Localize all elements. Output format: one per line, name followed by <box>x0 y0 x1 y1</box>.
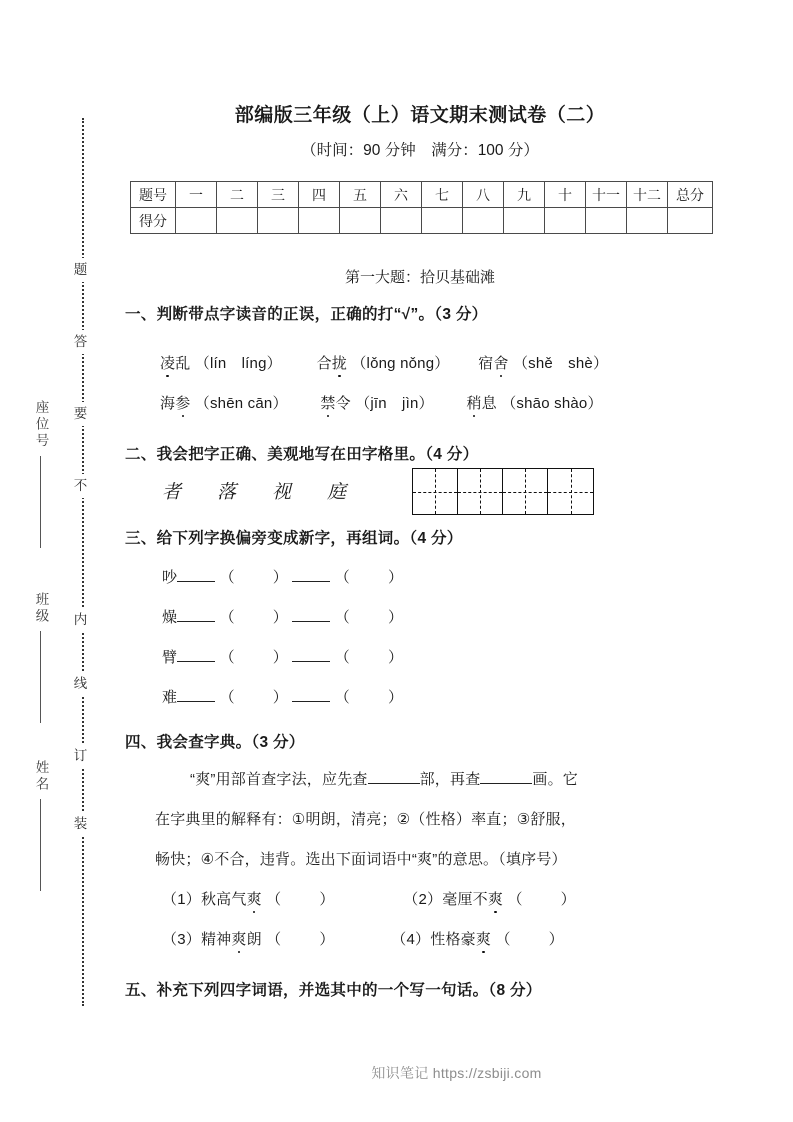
q3-blank-0b[interactable] <box>292 581 330 582</box>
q2-char-3: 庭 <box>327 482 383 503</box>
score-col-11: 十一 <box>586 182 627 208</box>
seal-char-2: 要 <box>72 402 86 426</box>
q3-blank-2a[interactable] <box>177 661 215 662</box>
q4-choice-3-answer[interactable]: （ ） <box>266 931 335 948</box>
seal-char-0: 题 <box>72 258 86 282</box>
q1-word-6-rest: 息 <box>481 395 497 412</box>
q3-paren-3a[interactable]: （ ） <box>219 689 288 706</box>
q2-char-1: 落 <box>217 482 273 503</box>
q1-word-3-dot: 舍 <box>493 352 508 373</box>
q4-choice-2-answer[interactable]: （ ） <box>507 891 576 908</box>
question-2-title: 二、我会把字正确、美观地写在田字格里。（4 分） <box>125 446 479 463</box>
q3-char-0: 吵 <box>162 569 178 586</box>
q3-char-3: 难 <box>162 689 178 706</box>
question-3-item-2 <box>162 606 403 627</box>
q3-char-2: 臂 <box>162 649 178 666</box>
score-cell-9[interactable] <box>504 208 545 234</box>
q1-word-6-dot: 稍 <box>466 392 481 413</box>
question-4-line-2: 在字典里的解释有：①明朗，清亮；②（性格）率直；③舒服， <box>155 811 576 828</box>
seal-char-1: 答 <box>72 330 86 354</box>
tianzige-cell-1[interactable] <box>413 469 458 514</box>
score-cell-2[interactable] <box>217 208 258 234</box>
score-col-4: 四 <box>299 182 340 208</box>
score-table-row-label-1: 得分 <box>131 208 176 234</box>
q1-word-1-dot: 凌 <box>160 352 175 373</box>
seat-number-rule <box>40 456 41 548</box>
tianzige-cell-2[interactable] <box>458 469 503 514</box>
seal-char-5: 线 <box>72 672 86 696</box>
q1-word-2-rest: 合 <box>316 355 332 372</box>
table-row-header <box>131 182 713 208</box>
q4-choice-1-label: （1） <box>162 891 201 908</box>
q3-paren-1b[interactable]: （ ） <box>334 609 404 626</box>
score-cell-3[interactable] <box>258 208 299 234</box>
q4-choice-3-label: （3） <box>162 931 201 948</box>
q1-word-5-dot: 禁 <box>320 392 335 413</box>
score-col-2: 二 <box>217 182 258 208</box>
score-cell-4[interactable] <box>299 208 340 234</box>
question-2-chars <box>162 477 382 504</box>
q1-pinyin-6: （shāo shào） <box>501 395 603 412</box>
q4-choice-1-answer[interactable]: （ ） <box>266 891 335 908</box>
score-col-7: 七 <box>422 182 463 208</box>
name-label: 姓名 <box>33 760 49 793</box>
score-cell-1[interactable] <box>176 208 217 234</box>
q1-pinyin-5: （jīn jìn） <box>355 395 434 412</box>
score-table-row-label-0: 题号 <box>131 182 176 208</box>
name-rule <box>40 799 41 891</box>
q1-word-3-rest: 宿 <box>478 355 494 372</box>
q2-char-2: 视 <box>272 482 328 503</box>
seat-number-label: 座位号 <box>33 400 49 450</box>
score-col-total: 总分 <box>668 182 713 208</box>
q1-word-2-dot: 拢 <box>332 352 347 373</box>
q4-choice-2-label: （2） <box>403 891 443 908</box>
seal-char-6: 订 <box>72 744 86 768</box>
q2-char-0: 者 <box>162 482 218 503</box>
q4-choice-3-pre: 精神 <box>200 931 232 948</box>
question-1-row-2 <box>160 392 603 413</box>
tianzige-writing-grid[interactable] <box>412 468 594 515</box>
q1-word-4-rest: 海 <box>160 395 176 412</box>
q3-paren-0b[interactable]: （ ） <box>334 569 404 586</box>
q4-choice-1-dot: 爽 <box>247 888 262 909</box>
page-title: 部编版三年级（上）语文期末测试卷（二） <box>234 105 606 126</box>
class-rule <box>40 631 41 723</box>
page-subtitle: （时间：90 分钟 满分：100 分） <box>301 142 539 159</box>
q3-paren-1a[interactable]: （ ） <box>219 609 288 626</box>
q4-choice-2-dot: 爽 <box>488 888 503 909</box>
question-5-title: 五、补充下列四字词语，并选其中的一个写一句话。（8 分） <box>125 982 542 999</box>
score-col-3: 三 <box>258 182 299 208</box>
question-4-line-1 <box>190 768 578 789</box>
score-cell-7[interactable] <box>422 208 463 234</box>
tianzige-cell-3[interactable] <box>503 469 548 514</box>
score-cell-8[interactable] <box>463 208 504 234</box>
q1-word-1-rest: 乱 <box>175 355 191 372</box>
score-cell-11[interactable] <box>586 208 627 234</box>
q4-choice-4-label: （4） <box>391 931 431 948</box>
q4-blank-radical[interactable] <box>368 783 420 784</box>
q4-blank-strokes[interactable] <box>480 783 532 784</box>
q3-paren-0a[interactable]: （ ） <box>219 569 288 586</box>
tianzige-cell-4[interactable] <box>548 469 593 514</box>
q1-pinyin-3: （shě shè） <box>512 355 609 372</box>
q3-blank-0a[interactable] <box>177 581 215 582</box>
q3-paren-3b[interactable]: （ ） <box>334 689 404 706</box>
site-watermark: 知识笔记 https://zsbiji.com <box>371 1065 542 1081</box>
question-1-row-1 <box>160 352 608 373</box>
score-col-9: 九 <box>504 182 545 208</box>
q1-pinyin-4: （shēn cān） <box>194 395 288 412</box>
question-4-choice-1 <box>162 888 576 909</box>
q4-text-a: “爽”用部首查字法，应先查 <box>190 771 368 788</box>
question-3-item-4 <box>162 686 403 707</box>
question-3-title: 三、给下列字换偏旁变成新字，再组词。（4 分） <box>125 530 463 547</box>
seal-char-7: 装 <box>72 812 86 836</box>
q4-text-b: 部，再查 <box>419 771 481 788</box>
q3-blank-1b[interactable] <box>292 621 330 622</box>
q3-blank-2b[interactable] <box>292 661 330 662</box>
q3-paren-2b[interactable]: （ ） <box>334 649 404 666</box>
score-col-5: 五 <box>340 182 381 208</box>
q4-choice-4-answer[interactable]: （ ） <box>495 931 564 948</box>
q1-word-4-dot: 参 <box>175 392 190 413</box>
q1-word-5-rest: 令 <box>335 395 351 412</box>
score-col-8: 八 <box>463 182 504 208</box>
name-field[interactable] <box>34 760 48 891</box>
section-heading: 第一大题：拾贝基础滩 <box>344 269 495 286</box>
question-3-item-1 <box>162 566 403 587</box>
score-col-10: 十 <box>545 182 586 208</box>
class-field[interactable] <box>34 592 48 723</box>
table-row-scores <box>131 208 713 234</box>
question-4-line-3: 畅快；④不合，违背。选出下面词语中“爽”的意思。（填序号） <box>155 851 567 868</box>
score-cell-total[interactable] <box>668 208 713 234</box>
question-4-choice-2 <box>162 928 564 949</box>
q4-choice-3-post: 朗 <box>246 931 262 948</box>
seat-number-field[interactable] <box>34 400 48 548</box>
seal-char-4: 内 <box>72 608 86 632</box>
q4-choice-1-pre: 秋高气 <box>200 891 247 908</box>
score-cell-6[interactable] <box>381 208 422 234</box>
class-label: 班级 <box>33 592 49 625</box>
q3-blank-3a[interactable] <box>177 701 215 702</box>
score-cell-12[interactable] <box>627 208 668 234</box>
score-col-1: 一 <box>176 182 217 208</box>
q4-choice-3-dot: 爽 <box>231 928 246 949</box>
seal-dotted-line <box>82 118 84 1006</box>
score-cell-5[interactable] <box>340 208 381 234</box>
exam-paper <box>120 0 793 1122</box>
score-col-12: 十二 <box>627 182 668 208</box>
question-1-title: 一、判断带点字读音的正误，正确的打“√”。（3 分） <box>125 306 488 323</box>
question-3-item-3 <box>162 646 403 667</box>
seal-char-3: 不 <box>72 474 86 498</box>
question-4-title: 四、我会查字典。（3 分） <box>125 734 305 751</box>
q3-blank-1a[interactable] <box>177 621 215 622</box>
score-col-6: 六 <box>381 182 422 208</box>
q3-char-1: 燥 <box>162 609 178 626</box>
q4-choice-4-dot: 爽 <box>476 928 491 949</box>
q3-blank-3b[interactable] <box>292 701 330 702</box>
score-table <box>130 181 713 234</box>
q1-pinyin-2: （lǒng nǒng） <box>351 355 450 372</box>
q4-choice-4-pre: 性格豪 <box>430 931 476 948</box>
score-cell-10[interactable] <box>545 208 586 234</box>
seal-margin <box>0 0 120 1122</box>
q4-text-c: 画。它 <box>532 771 579 788</box>
q1-pinyin-1: （lín líng） <box>194 355 282 372</box>
q4-choice-2-pre: 毫厘不 <box>442 891 488 908</box>
q3-paren-2a[interactable]: （ ） <box>219 649 288 666</box>
